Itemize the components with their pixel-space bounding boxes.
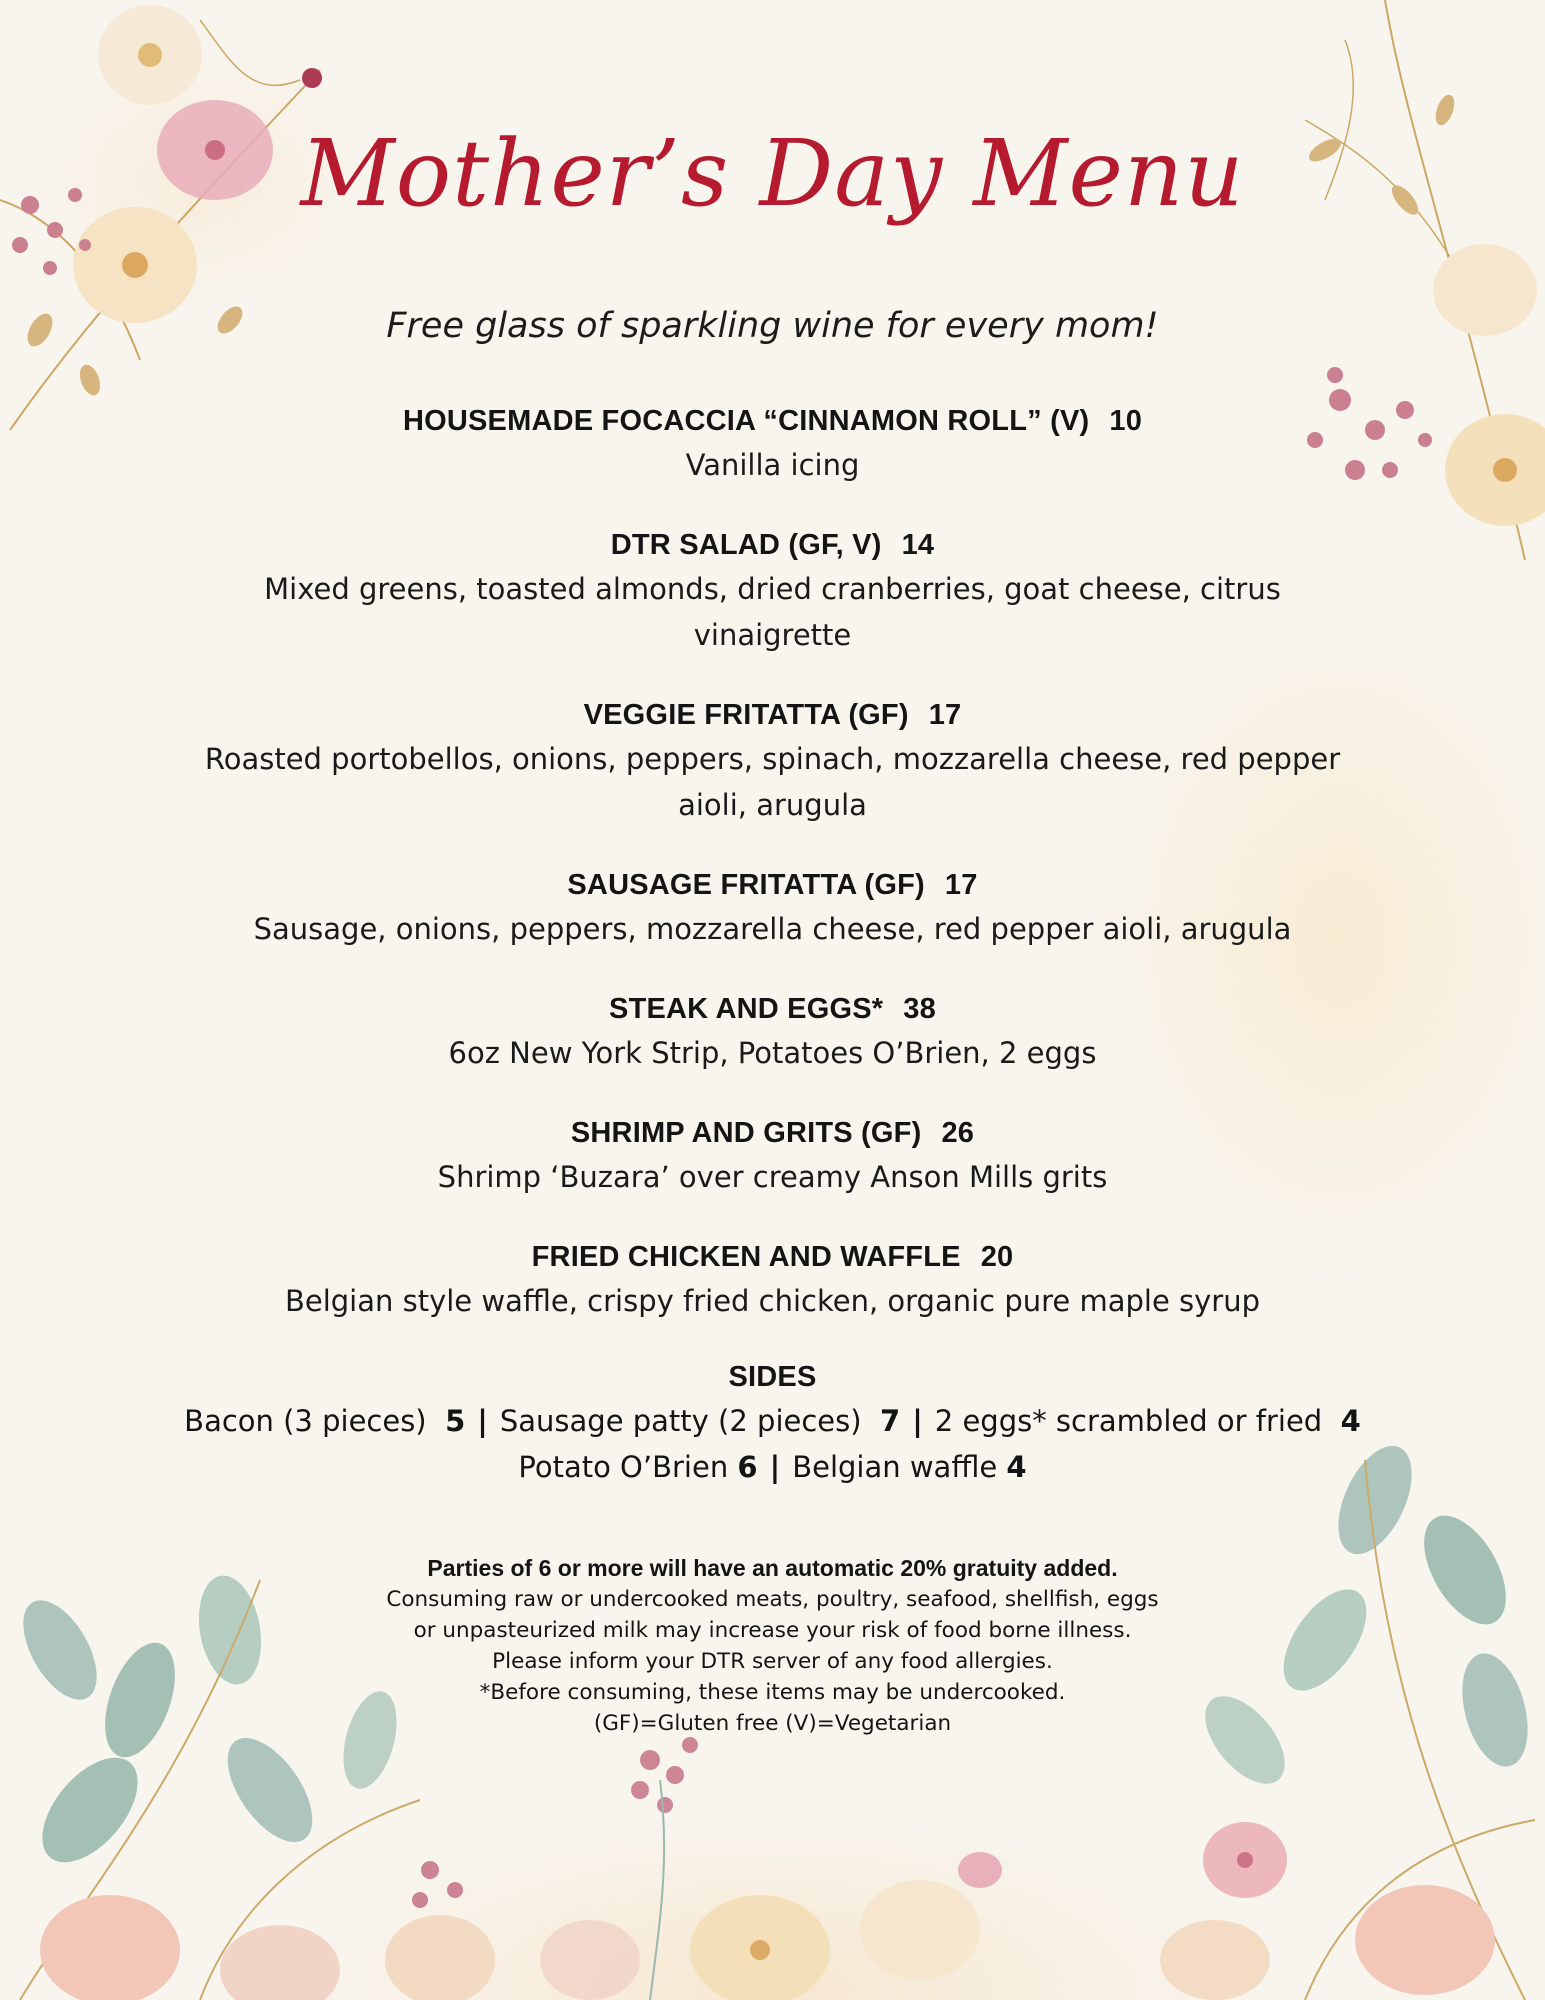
footer-note-line: Please inform your DTR server of any food allergies.: [492, 1649, 1053, 1674]
menu-item-name: HOUSEMADE FOCACCIA “CINNAMON ROLL” (V): [402, 405, 1090, 437]
menu-item-name: SHRIMP AND GRITS (GF): [570, 1117, 922, 1149]
footer-note-line: Consuming raw or undercooked meats, poultry, seafood, shellfish, eggs: [386, 1587, 1159, 1612]
menu-item: [100, 988, 1445, 1076]
side-separator: |: [912, 1404, 923, 1438]
menu-item-name: STEAK AND EGGS*: [609, 993, 884, 1025]
menu-item-price: 26: [941, 1117, 975, 1149]
side-item-price: 4: [1006, 1450, 1027, 1484]
menu-item: [100, 694, 1445, 828]
menu-item-name: SAUSAGE FRITATTA (GF): [567, 869, 925, 901]
floral-bottom-center-decoration: [500, 1720, 1060, 2000]
menu-item-heading: [100, 864, 1445, 906]
menu-item-description: 6oz New York Strip, Potatoes O’Brien, 2 eggs: [448, 1036, 1097, 1070]
menu-item-price: 20: [980, 1241, 1014, 1273]
menu-item-price: 14: [901, 529, 935, 561]
menu-item: [100, 864, 1445, 952]
footer-note-line: *Before consuming, these items may be undercooked.: [479, 1680, 1066, 1705]
side-item-price: 7: [880, 1404, 901, 1438]
menu-item-description: Belgian style waffle, crispy fried chicken, organic pure maple syrup: [284, 1284, 1260, 1318]
menu-footer-notes: [0, 1552, 1545, 1739]
side-item-name: 2 eggs* scrambled or fried: [934, 1404, 1323, 1438]
menu-title: Mother’s Day Menu: [300, 120, 1245, 227]
menu-item-price: 17: [944, 869, 978, 901]
menu-item-description: Sausage, onions, peppers, mozzarella cheese, red pepper aioli, arugula: [253, 912, 1292, 946]
sides-section: [100, 1356, 1445, 1490]
side-item-price: 6: [737, 1450, 758, 1484]
menu-item-description: Roasted portobellos, onions, peppers, spinach, mozzarella cheese, red pepper aioli, arugula: [204, 742, 1341, 822]
menu-item-heading: [100, 694, 1445, 736]
sides-row: [100, 1398, 1445, 1444]
menu-item-name: VEGGIE FRITATTA (GF): [583, 699, 909, 731]
menu-item-price: 38: [903, 993, 936, 1025]
menu-item-heading: [100, 1236, 1445, 1278]
floral-top-left-decoration: [0, 0, 360, 460]
menu-item-name: FRIED CHICKEN AND WAFFLE: [531, 1241, 961, 1273]
menu-title-block: [0, 120, 1545, 227]
side-item-name: Bacon (3 pieces): [184, 1404, 427, 1438]
side-item-name: Sausage patty (2 pieces): [499, 1404, 862, 1438]
sides-row: [100, 1444, 1445, 1490]
side-item-price: 5: [445, 1404, 466, 1438]
sides-heading: SIDES: [728, 1361, 817, 1393]
menu-item-heading: [100, 400, 1445, 442]
menu-item-heading: [100, 988, 1445, 1030]
menu-item-heading: [100, 524, 1445, 566]
side-item-name: Potato O’Brien: [518, 1450, 729, 1484]
menu-item: [100, 524, 1445, 658]
side-separator: |: [477, 1404, 488, 1438]
footer-note-line: (GF)=Gluten free (V)=Vegetarian: [593, 1711, 952, 1736]
menu-item: [100, 400, 1445, 488]
menu-item-description: Shrimp ‘Buzara’ over creamy Anson Mills grits: [437, 1160, 1108, 1194]
footer-note-line: or unpasteurized milk may increase your risk of food borne illness.: [413, 1618, 1132, 1643]
menu-item-name: DTR SALAD (GF, V): [610, 529, 882, 561]
side-separator: |: [769, 1450, 781, 1484]
menu-item-price: 10: [1109, 405, 1143, 437]
menu-item-description: Vanilla icing: [685, 448, 860, 482]
menu-items-list: [100, 400, 1445, 1490]
menu-subtitle: Free glass of sparkling wine for every mom!: [386, 306, 1159, 346]
menu-item-price: 17: [928, 699, 962, 731]
menu-item-description: Mixed greens, toasted almonds, dried cranberries, goat cheese, citrus vinaigrette: [264, 572, 1281, 652]
side-item-name: Belgian waffle: [792, 1450, 998, 1484]
menu-item: [100, 1112, 1445, 1200]
side-item-price: 4: [1340, 1404, 1361, 1438]
gratuity-note: Parties of 6 or more will have an automatic 20% gratuity added.: [427, 1555, 1118, 1581]
menu-item: [100, 1236, 1445, 1324]
menu-item-heading: [100, 1112, 1445, 1154]
